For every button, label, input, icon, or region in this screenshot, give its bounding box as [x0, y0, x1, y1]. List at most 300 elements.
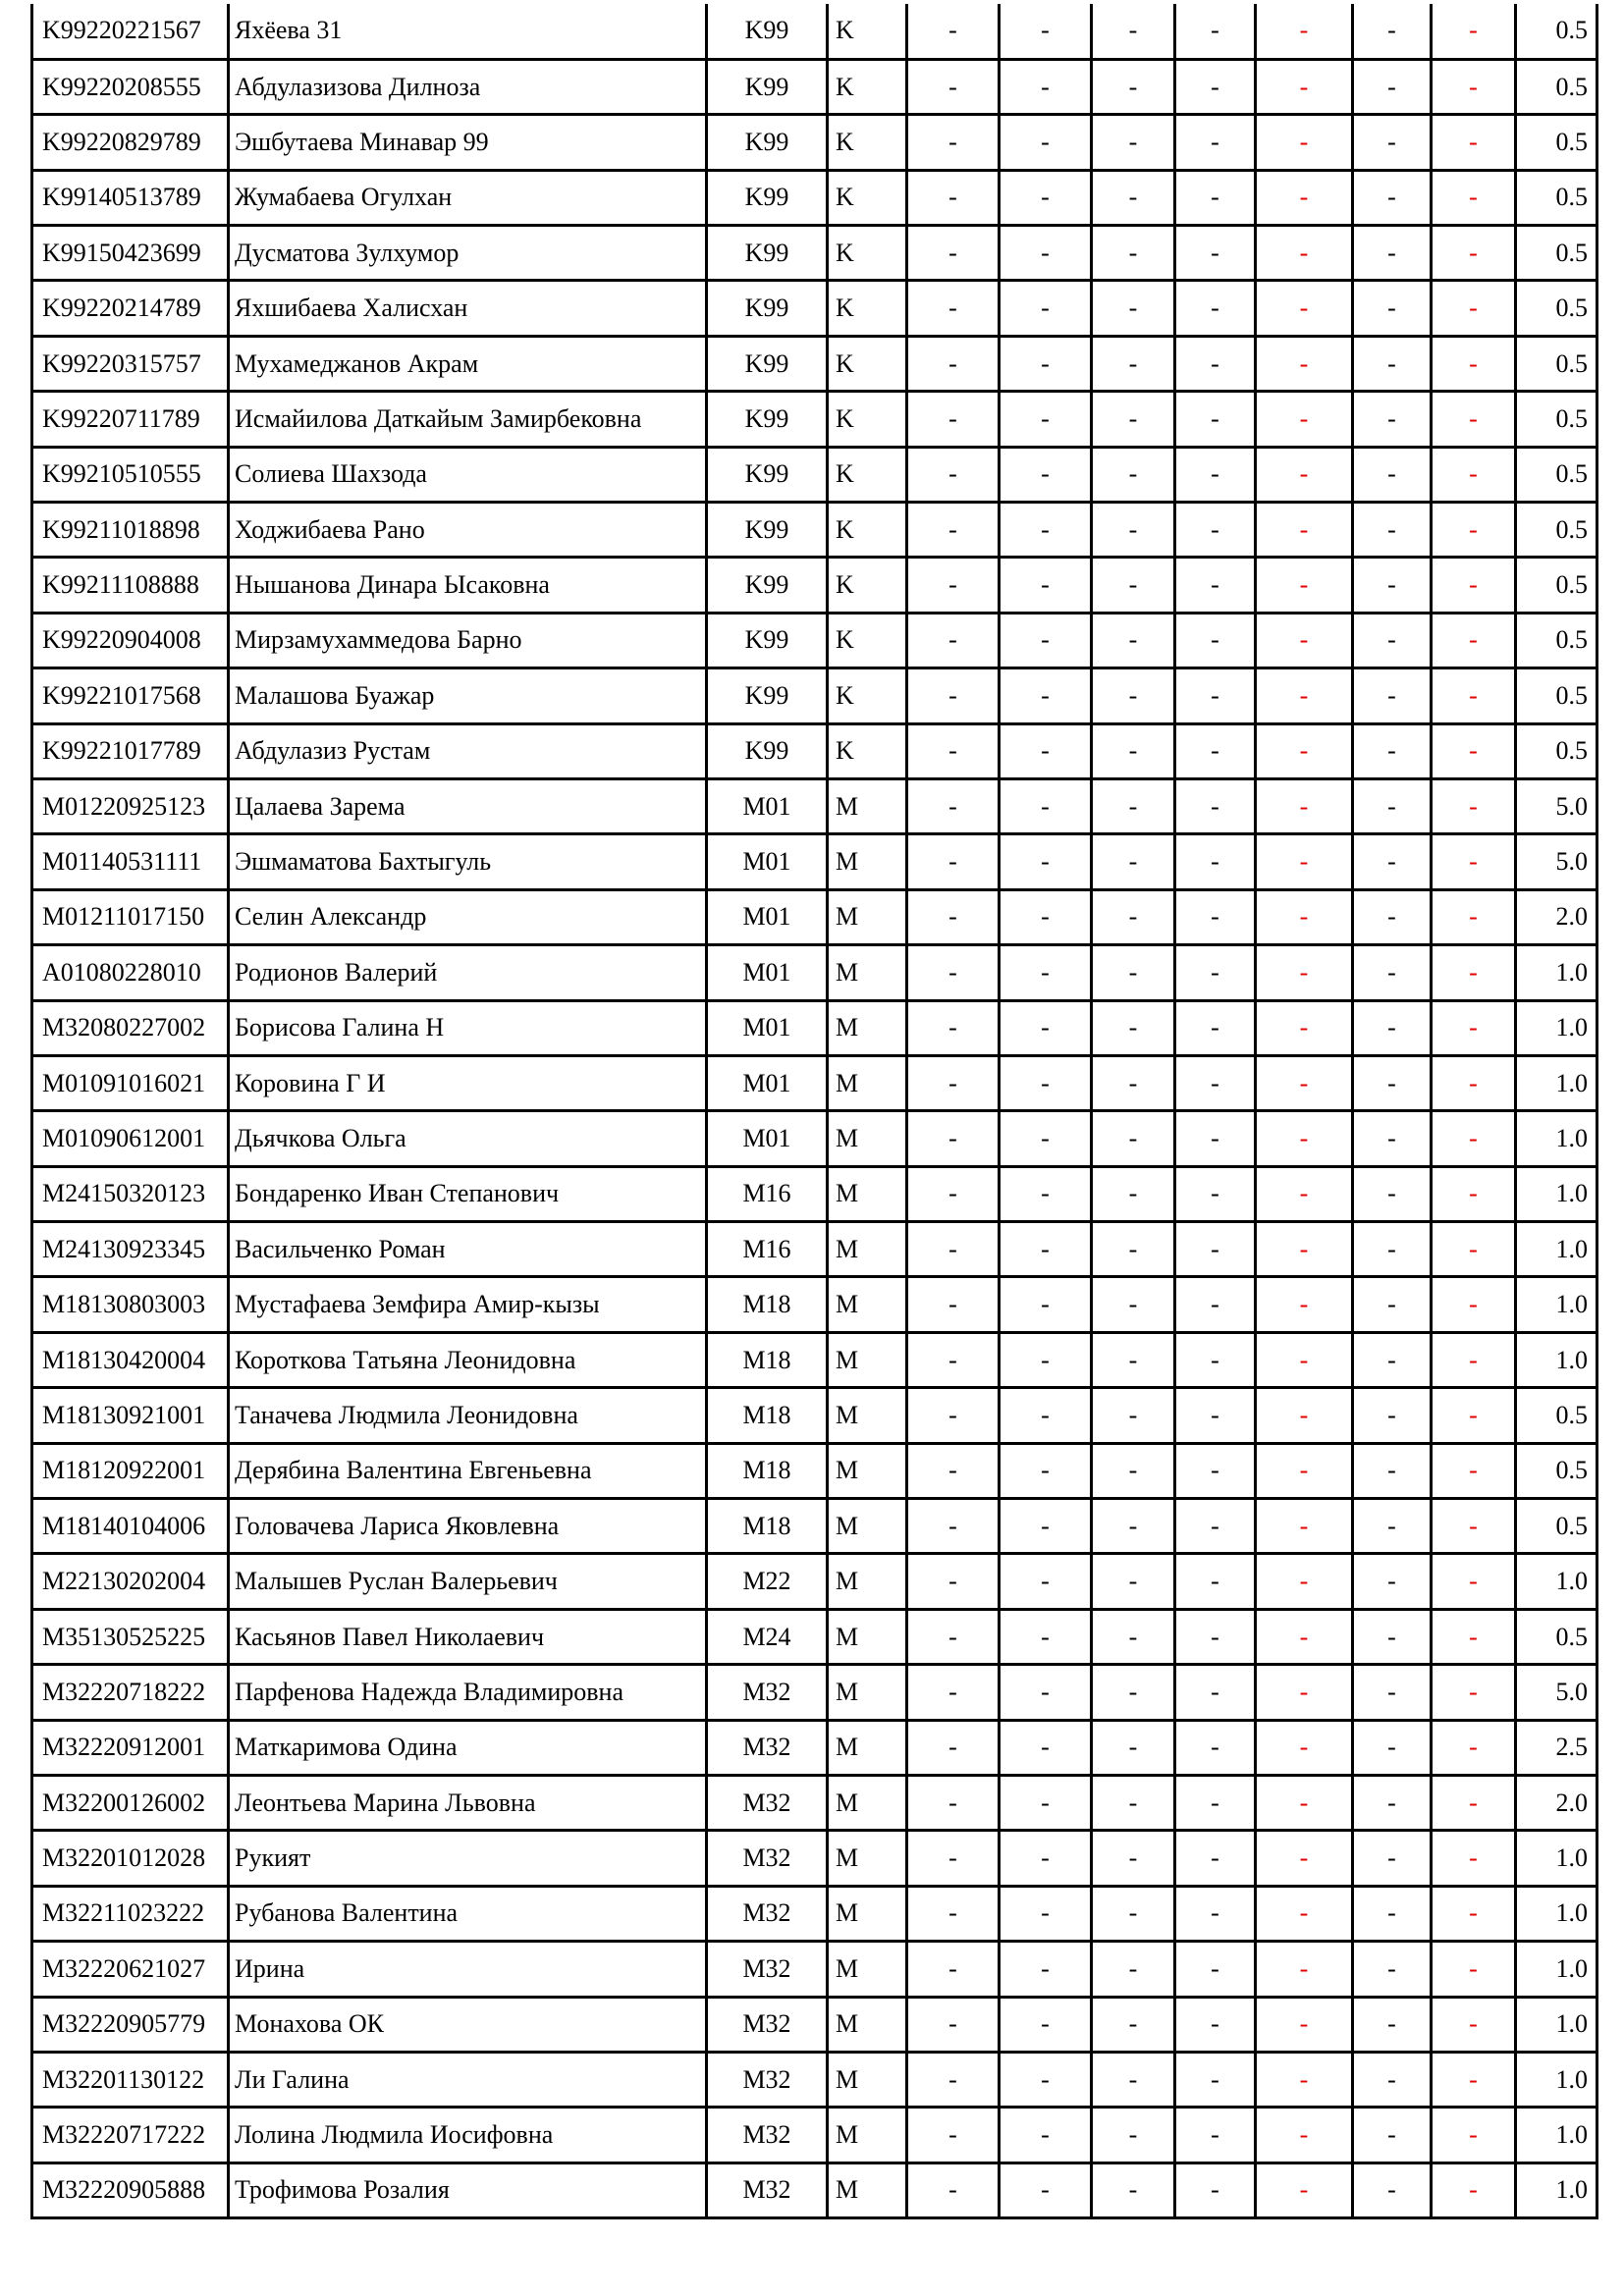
empty-cell: - — [907, 4, 1000, 59]
group-code: M24 — [707, 1609, 828, 1664]
empty-cell: - — [1256, 1720, 1353, 1775]
empty-cell: - — [1256, 392, 1353, 447]
empty-cell: - — [1092, 1443, 1175, 1498]
empty-cell: - — [1353, 945, 1432, 1000]
empty-cell: - — [1353, 723, 1432, 778]
empty-cell: - — [1353, 1000, 1432, 1055]
empty-cell: - — [1175, 1776, 1256, 1831]
empty-cell: - — [1256, 2163, 1353, 2217]
person-name: Исмайилова Даткайым Замирбековна — [229, 392, 707, 447]
amount-value: 1.0 — [1516, 2052, 1597, 2107]
person-name: Малашова Буажар — [229, 668, 707, 723]
person-name: Селин Александр — [229, 889, 707, 944]
person-name: Яхшибаева Халисхан — [229, 281, 707, 336]
empty-cell: - — [1000, 1166, 1092, 1221]
amount-value: 0.5 — [1516, 1499, 1597, 1554]
record-code: K99220221567 — [32, 4, 229, 59]
empty-cell: - — [1353, 336, 1432, 391]
group-code: M32 — [707, 1776, 828, 1831]
empty-cell: - — [1000, 1111, 1092, 1166]
empty-cell: - — [1432, 778, 1516, 833]
empty-cell: - — [1353, 2052, 1432, 2107]
empty-cell: - — [1175, 1886, 1256, 1941]
amount-value: 1.0 — [1516, 945, 1597, 1000]
empty-cell: - — [907, 1609, 1000, 1664]
empty-cell: - — [1092, 889, 1175, 944]
empty-cell: - — [1000, 1499, 1092, 1554]
group-code: K99 — [707, 503, 828, 558]
record-code: M32201012028 — [32, 1831, 229, 1886]
empty-cell: - — [1432, 1499, 1516, 1554]
record-code: K99211018898 — [32, 503, 229, 558]
empty-cell: - — [1256, 889, 1353, 944]
group-code: M01 — [707, 889, 828, 944]
category-letter: M — [828, 1277, 907, 1332]
empty-cell: - — [1353, 2108, 1432, 2163]
empty-cell: - — [1353, 834, 1432, 889]
empty-cell: - — [1092, 1776, 1175, 1831]
category-letter: K — [828, 4, 907, 59]
group-code: M18 — [707, 1388, 828, 1443]
empty-cell: - — [1000, 723, 1092, 778]
empty-cell: - — [1175, 723, 1256, 778]
group-code: K99 — [707, 447, 828, 502]
empty-cell: - — [1353, 1831, 1432, 1886]
group-code: K99 — [707, 392, 828, 447]
empty-cell: - — [1432, 115, 1516, 170]
group-code: M22 — [707, 1554, 828, 1609]
amount-value: 1.0 — [1516, 1554, 1597, 1609]
empty-cell: - — [1175, 778, 1256, 833]
group-code: K99 — [707, 613, 828, 667]
empty-cell: - — [1256, 1166, 1353, 1221]
empty-cell: - — [1175, 1277, 1256, 1332]
empty-cell: - — [1092, 392, 1175, 447]
empty-cell: - — [1353, 1111, 1432, 1166]
empty-cell: - — [1175, 226, 1256, 281]
empty-cell: - — [907, 1886, 1000, 1941]
empty-cell: - — [907, 1997, 1000, 2052]
empty-cell: - — [907, 834, 1000, 889]
empty-cell: - — [1256, 1665, 1353, 1720]
empty-cell: - — [907, 723, 1000, 778]
record-code: M32220905888 — [32, 2163, 229, 2217]
empty-cell: - — [1000, 1443, 1092, 1498]
amount-value: 1.0 — [1516, 1222, 1597, 1277]
empty-cell: - — [1353, 889, 1432, 944]
empty-cell: - — [1432, 447, 1516, 502]
record-code: M24130923345 — [32, 1222, 229, 1277]
group-code: M01 — [707, 778, 828, 833]
person-name: Цалаева Зарема — [229, 778, 707, 833]
amount-value: 0.5 — [1516, 392, 1597, 447]
empty-cell: - — [1432, 1332, 1516, 1387]
group-code: M18 — [707, 1443, 828, 1498]
amount-value: 0.5 — [1516, 613, 1597, 667]
empty-cell: - — [1000, 4, 1092, 59]
empty-cell: - — [1000, 1000, 1092, 1055]
table-row — [32, 1665, 1597, 1720]
empty-cell: - — [1353, 558, 1432, 613]
amount-value: 1.0 — [1516, 1997, 1597, 2052]
empty-cell: - — [907, 115, 1000, 170]
table-row — [32, 723, 1597, 778]
empty-cell: - — [907, 1776, 1000, 1831]
empty-cell: - — [1175, 668, 1256, 723]
empty-cell: - — [907, 1388, 1000, 1443]
empty-cell: - — [1175, 1499, 1256, 1554]
amount-value: 2.0 — [1516, 889, 1597, 944]
empty-cell: - — [907, 613, 1000, 667]
empty-cell: - — [1175, 392, 1256, 447]
empty-cell: - — [1256, 281, 1353, 336]
group-code: K99 — [707, 281, 828, 336]
empty-cell: - — [907, 447, 1000, 502]
person-name: Солиева Шахзода — [229, 447, 707, 502]
empty-cell: - — [907, 281, 1000, 336]
amount-value: 1.0 — [1516, 1166, 1597, 1221]
amount-value: 1.0 — [1516, 1000, 1597, 1055]
amount-value: 1.0 — [1516, 1886, 1597, 1941]
empty-cell: - — [1256, 2108, 1353, 2163]
empty-cell: - — [1092, 1720, 1175, 1775]
table-row — [32, 558, 1597, 613]
group-code: K99 — [707, 226, 828, 281]
empty-cell: - — [1432, 945, 1516, 1000]
empty-cell: - — [907, 1222, 1000, 1277]
group-code: M01 — [707, 945, 828, 1000]
table-row — [32, 668, 1597, 723]
table-row — [32, 1166, 1597, 1221]
empty-cell: - — [1256, 1554, 1353, 1609]
table-row — [32, 1831, 1597, 1886]
table-row — [32, 945, 1597, 1000]
category-letter: M — [828, 778, 907, 833]
person-name: Ирина — [229, 1942, 707, 1997]
person-name: Мирзамухаммедова Барно — [229, 613, 707, 667]
record-code: K99221017568 — [32, 668, 229, 723]
empty-cell: - — [1092, 226, 1175, 281]
empty-cell: - — [1353, 503, 1432, 558]
empty-cell: - — [1175, 1831, 1256, 1886]
amount-value: 0.5 — [1516, 170, 1597, 225]
empty-cell: - — [1175, 1388, 1256, 1443]
empty-cell: - — [1092, 336, 1175, 391]
person-name: Ли Галина — [229, 2052, 707, 2107]
table-row — [32, 447, 1597, 502]
category-letter: K — [828, 392, 907, 447]
empty-cell: - — [1353, 392, 1432, 447]
empty-cell: - — [907, 1499, 1000, 1554]
empty-cell: - — [907, 1055, 1000, 1110]
empty-cell: - — [1092, 834, 1175, 889]
amount-value: 5.0 — [1516, 834, 1597, 889]
empty-cell: - — [1092, 1665, 1175, 1720]
empty-cell: - — [1000, 1055, 1092, 1110]
table-row — [32, 170, 1597, 225]
empty-cell: - — [1000, 834, 1092, 889]
empty-cell: - — [1092, 1332, 1175, 1387]
empty-cell: - — [1353, 170, 1432, 225]
person-name: Малышев Руслан Валерьевич — [229, 1554, 707, 1609]
amount-value: 0.5 — [1516, 4, 1597, 59]
category-letter: K — [828, 336, 907, 391]
category-letter: K — [828, 226, 907, 281]
empty-cell: - — [1256, 115, 1353, 170]
empty-cell: - — [1175, 1166, 1256, 1221]
empty-cell: - — [1000, 1831, 1092, 1886]
empty-cell: - — [1256, 1388, 1353, 1443]
table-row — [32, 226, 1597, 281]
empty-cell: - — [1432, 613, 1516, 667]
empty-cell: - — [1256, 1831, 1353, 1886]
empty-cell: - — [1432, 2163, 1516, 2217]
empty-cell: - — [1256, 59, 1353, 114]
empty-cell: - — [1092, 503, 1175, 558]
category-letter: M — [828, 2163, 907, 2217]
person-name: Рукият — [229, 1831, 707, 1886]
table-row — [32, 613, 1597, 667]
empty-cell: - — [1256, 1000, 1353, 1055]
empty-cell: - — [1000, 2163, 1092, 2217]
record-code: K99220904008 — [32, 613, 229, 667]
empty-cell: - — [1092, 2163, 1175, 2217]
empty-cell: - — [1175, 1111, 1256, 1166]
category-letter: M — [828, 834, 907, 889]
person-name: Короткова Татьяна Леонидовна — [229, 1332, 707, 1387]
record-code: K99211108888 — [32, 558, 229, 613]
empty-cell: - — [1432, 889, 1516, 944]
record-code: M01090612001 — [32, 1111, 229, 1166]
empty-cell: - — [907, 945, 1000, 1000]
table-row — [32, 1720, 1597, 1775]
empty-cell: - — [1175, 59, 1256, 114]
empty-cell: - — [907, 170, 1000, 225]
empty-cell: - — [1175, 336, 1256, 391]
empty-cell: - — [1092, 1831, 1175, 1886]
empty-cell: - — [1092, 613, 1175, 667]
person-name: Родионов Валерий — [229, 945, 707, 1000]
empty-cell: - — [1256, 723, 1353, 778]
group-code: M32 — [707, 2108, 828, 2163]
empty-cell: - — [1000, 2052, 1092, 2107]
empty-cell: - — [1175, 1222, 1256, 1277]
person-name: Мухамеджанов Акрам — [229, 336, 707, 391]
empty-cell: - — [1256, 1499, 1353, 1554]
record-code: M18120922001 — [32, 1443, 229, 1498]
empty-cell: - — [907, 558, 1000, 613]
category-letter: M — [828, 1942, 907, 1997]
empty-cell: - — [1432, 392, 1516, 447]
empty-cell: - — [1000, 2108, 1092, 2163]
record-code: M32211023222 — [32, 1886, 229, 1941]
amount-value: 2.5 — [1516, 1720, 1597, 1775]
records-table — [30, 4, 1598, 2219]
person-name: Яхёева 31 — [229, 4, 707, 59]
empty-cell: - — [1353, 1055, 1432, 1110]
table-row — [32, 1776, 1597, 1831]
table-body — [32, 4, 1597, 2218]
empty-cell: - — [1092, 1886, 1175, 1941]
empty-cell: - — [1175, 889, 1256, 944]
empty-cell: - — [1353, 1499, 1432, 1554]
empty-cell: - — [1175, 945, 1256, 1000]
table-row — [32, 2108, 1597, 2163]
empty-cell: - — [1092, 1942, 1175, 1997]
empty-cell: - — [1432, 226, 1516, 281]
empty-cell: - — [1353, 1388, 1432, 1443]
empty-cell: - — [1000, 945, 1092, 1000]
amount-value: 1.0 — [1516, 1942, 1597, 1997]
empty-cell: - — [907, 226, 1000, 281]
group-code: M16 — [707, 1166, 828, 1221]
empty-cell: - — [1092, 1499, 1175, 1554]
person-name: Парфенова Надежда Владимировна — [229, 1665, 707, 1720]
category-letter: M — [828, 1886, 907, 1941]
empty-cell: - — [1092, 1166, 1175, 1221]
amount-value: 5.0 — [1516, 1665, 1597, 1720]
empty-cell: - — [1353, 1942, 1432, 1997]
group-code: K99 — [707, 59, 828, 114]
person-name: Абдулазиз Рустам — [229, 723, 707, 778]
empty-cell: - — [1353, 226, 1432, 281]
table-row — [32, 2163, 1597, 2217]
empty-cell: - — [907, 1665, 1000, 1720]
empty-cell: - — [1000, 1332, 1092, 1387]
empty-cell: - — [1092, 668, 1175, 723]
empty-cell: - — [907, 1000, 1000, 1055]
empty-cell: - — [1092, 1277, 1175, 1332]
group-code: M32 — [707, 1720, 828, 1775]
category-letter: K — [828, 170, 907, 225]
category-letter: M — [828, 1720, 907, 1775]
record-code: M01220925123 — [32, 778, 229, 833]
empty-cell: - — [1353, 613, 1432, 667]
person-name: Маткаримова Одина — [229, 1720, 707, 1775]
table-row — [32, 1388, 1597, 1443]
empty-cell: - — [1092, 1554, 1175, 1609]
group-code: M01 — [707, 1111, 828, 1166]
table-row — [32, 1277, 1597, 1332]
empty-cell: - — [1175, 2108, 1256, 2163]
group-code: M01 — [707, 1000, 828, 1055]
amount-value: 1.0 — [1516, 1111, 1597, 1166]
empty-cell: - — [1175, 4, 1256, 59]
record-code: K99140513789 — [32, 170, 229, 225]
empty-cell: - — [1256, 447, 1353, 502]
empty-cell: - — [1256, 1277, 1353, 1332]
empty-cell: - — [1092, 1111, 1175, 1166]
table-row — [32, 889, 1597, 944]
empty-cell: - — [1256, 1222, 1353, 1277]
category-letter: M — [828, 1388, 907, 1443]
empty-cell: - — [1432, 1609, 1516, 1664]
amount-value: 1.0 — [1516, 1332, 1597, 1387]
amount-value: 0.5 — [1516, 668, 1597, 723]
empty-cell: - — [1092, 1609, 1175, 1664]
person-name: Абдулазизова Дилноза — [229, 59, 707, 114]
empty-cell: - — [1432, 2108, 1516, 2163]
empty-cell: - — [1256, 1332, 1353, 1387]
category-letter: M — [828, 1776, 907, 1831]
person-name: Головачева Лариса Яковлевна — [229, 1499, 707, 1554]
empty-cell: - — [1000, 1388, 1092, 1443]
record-code: M32220905779 — [32, 1997, 229, 2052]
group-code: M01 — [707, 834, 828, 889]
empty-cell: - — [1353, 1554, 1432, 1609]
category-letter: K — [828, 281, 907, 336]
category-letter: M — [828, 945, 907, 1000]
empty-cell: - — [907, 1166, 1000, 1221]
empty-cell: - — [907, 1942, 1000, 1997]
group-code: M32 — [707, 2163, 828, 2217]
record-code: K99220829789 — [32, 115, 229, 170]
empty-cell: - — [1092, 1222, 1175, 1277]
category-letter: K — [828, 668, 907, 723]
empty-cell: - — [1175, 834, 1256, 889]
record-code: M32080227002 — [32, 1000, 229, 1055]
category-letter: K — [828, 558, 907, 613]
empty-cell: - — [1353, 1166, 1432, 1221]
person-name: Борисова Галина Н — [229, 1000, 707, 1055]
empty-cell: - — [1092, 558, 1175, 613]
record-code: M01140531111 — [32, 834, 229, 889]
empty-cell: - — [1432, 1222, 1516, 1277]
empty-cell: - — [1353, 1997, 1432, 2052]
record-code: K99220711789 — [32, 392, 229, 447]
empty-cell: - — [1256, 1776, 1353, 1831]
empty-cell: - — [1256, 170, 1353, 225]
empty-cell: - — [1432, 170, 1516, 225]
category-letter: K — [828, 613, 907, 667]
amount-value: 0.5 — [1516, 1388, 1597, 1443]
record-code: M32201130122 — [32, 2052, 229, 2107]
empty-cell: - — [1256, 1055, 1353, 1110]
empty-cell: - — [1092, 723, 1175, 778]
table-row — [32, 834, 1597, 889]
empty-cell: - — [1432, 4, 1516, 59]
empty-cell: - — [1092, 115, 1175, 170]
table-row — [32, 1886, 1597, 1941]
empty-cell: - — [1432, 1554, 1516, 1609]
empty-cell: - — [907, 889, 1000, 944]
empty-cell: - — [1256, 558, 1353, 613]
person-name: Васильченко Роман — [229, 1222, 707, 1277]
group-code: M32 — [707, 1665, 828, 1720]
table-row — [32, 59, 1597, 114]
person-name: Жумабаева Огулхан — [229, 170, 707, 225]
empty-cell: - — [1000, 1942, 1092, 1997]
category-letter: M — [828, 1997, 907, 2052]
category-letter: K — [828, 115, 907, 170]
empty-cell: - — [907, 1554, 1000, 1609]
table-row — [32, 1222, 1597, 1277]
empty-cell: - — [1353, 1665, 1432, 1720]
empty-cell: - — [1175, 447, 1256, 502]
category-letter: M — [828, 1665, 907, 1720]
empty-cell: - — [1432, 1665, 1516, 1720]
empty-cell: - — [1000, 668, 1092, 723]
empty-cell: - — [1353, 1222, 1432, 1277]
category-letter: K — [828, 723, 907, 778]
group-code: M32 — [707, 1831, 828, 1886]
empty-cell: - — [1432, 336, 1516, 391]
empty-cell: - — [1000, 281, 1092, 336]
person-name: Таначева Людмила Леонидовна — [229, 1388, 707, 1443]
empty-cell: - — [1432, 1055, 1516, 1110]
person-name: Эшмаматова Бахтыгуль — [229, 834, 707, 889]
empty-cell: - — [1092, 1000, 1175, 1055]
